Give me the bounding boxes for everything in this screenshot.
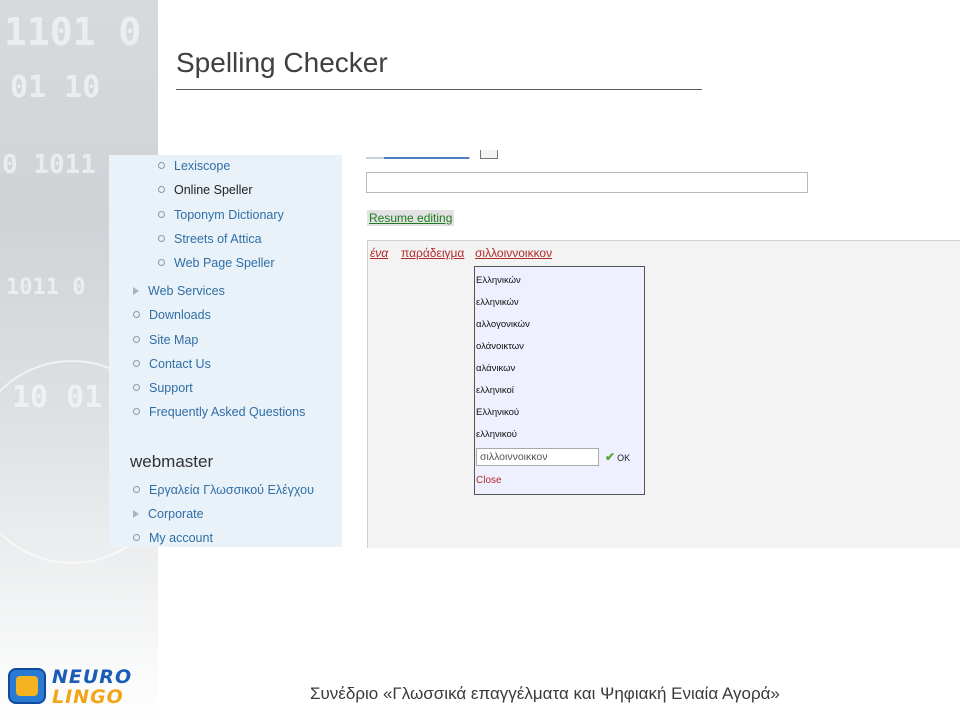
text-input[interactable] xyxy=(366,172,808,193)
suggestion-item[interactable]: Ελληνικού xyxy=(476,407,520,418)
bullet-icon xyxy=(158,186,165,193)
bullet-icon xyxy=(158,235,165,242)
decorative-background: 1101 0 01 10 0 1011 1011 0 10 01 xyxy=(0,0,158,720)
expand-triangle-icon xyxy=(133,287,139,295)
bullet-icon xyxy=(133,486,140,493)
bullet-icon xyxy=(158,211,165,218)
sidebar-item-support[interactable]: Support xyxy=(133,381,193,395)
sidebar-item-corporate[interactable]: Corporate xyxy=(133,507,204,521)
suggestion-item[interactable]: ολάνοικτων xyxy=(476,341,524,352)
sidebar-item-web-services[interactable]: Web Services xyxy=(133,284,225,298)
checkmark-icon: ✔ xyxy=(605,450,616,464)
partial-toolbar-control[interactable] xyxy=(366,150,470,159)
sidebar-item-streets-of-attica[interactable]: Streets of Attica xyxy=(158,232,262,246)
bullet-icon xyxy=(133,336,140,343)
sidebar-item-lexiscope[interactable]: Lexiscope xyxy=(158,159,230,173)
suggestion-item[interactable]: ελληνικοί xyxy=(476,385,514,396)
sidebar-item-toponym-dictionary[interactable]: Toponym Dictionary xyxy=(158,208,284,222)
sidebar-item-downloads[interactable]: Downloads xyxy=(133,308,211,322)
bullet-icon xyxy=(158,259,165,266)
bullet-icon xyxy=(133,408,140,415)
suggestion-item[interactable]: ελληνικού xyxy=(476,429,517,440)
suggestion-item[interactable]: Ελληνικών xyxy=(476,275,521,286)
bullet-icon xyxy=(133,384,140,391)
partial-dropdown-box[interactable] xyxy=(480,150,498,159)
resume-editing-link[interactable]: Resume editing xyxy=(369,211,453,225)
footer-conference-text: Συνέδριο «Γλωσσικά επαγγέλματα και Ψηφιακή Ενιαία Αγορά» xyxy=(310,684,780,703)
sidebar-item-web-page-speller[interactable]: Web Page Speller xyxy=(158,256,275,270)
sidebar-item-contact-us[interactable]: Contact Us xyxy=(133,357,211,371)
editor-area[interactable] xyxy=(367,240,960,548)
bullet-icon xyxy=(133,311,140,318)
logo-screen-icon xyxy=(8,668,46,704)
misspelled-word[interactable]: σιλλοιννοικκον xyxy=(475,246,553,260)
sidebar-item-my-account[interactable]: My account xyxy=(133,531,213,545)
neurolingo-logo: NEURO LINGO xyxy=(8,666,151,707)
sidebar-item-site-map[interactable]: Site Map xyxy=(133,333,198,347)
title-underline xyxy=(176,89,702,90)
suggestion-item[interactable]: ελληνικών xyxy=(476,297,519,308)
sidebar-item-online-speller[interactable]: Online Speller xyxy=(158,183,253,197)
webmaster-heading: webmaster xyxy=(130,452,214,471)
sidebar-item-language-tools[interactable]: Εργαλεία Γλωσσικού Ελέγχου xyxy=(133,483,314,497)
misspelled-word[interactable]: ένα xyxy=(370,246,389,260)
replacement-input[interactable] xyxy=(476,448,599,466)
bullet-icon xyxy=(133,534,140,541)
sidebar-item-faq[interactable]: Frequently Asked Questions xyxy=(133,405,305,419)
misspelled-word[interactable]: παράδειγμα xyxy=(401,246,465,260)
bullet-icon xyxy=(158,162,165,169)
bullet-icon xyxy=(133,360,140,367)
close-link[interactable]: Close xyxy=(476,475,502,486)
expand-triangle-icon xyxy=(133,510,139,518)
suggestion-item[interactable]: αλάνικων xyxy=(476,363,516,374)
slide-title: Spelling Checker xyxy=(176,47,388,78)
suggestion-item[interactable]: αλλογονικών xyxy=(476,319,530,330)
ok-button[interactable]: ✔ OK xyxy=(605,450,631,464)
